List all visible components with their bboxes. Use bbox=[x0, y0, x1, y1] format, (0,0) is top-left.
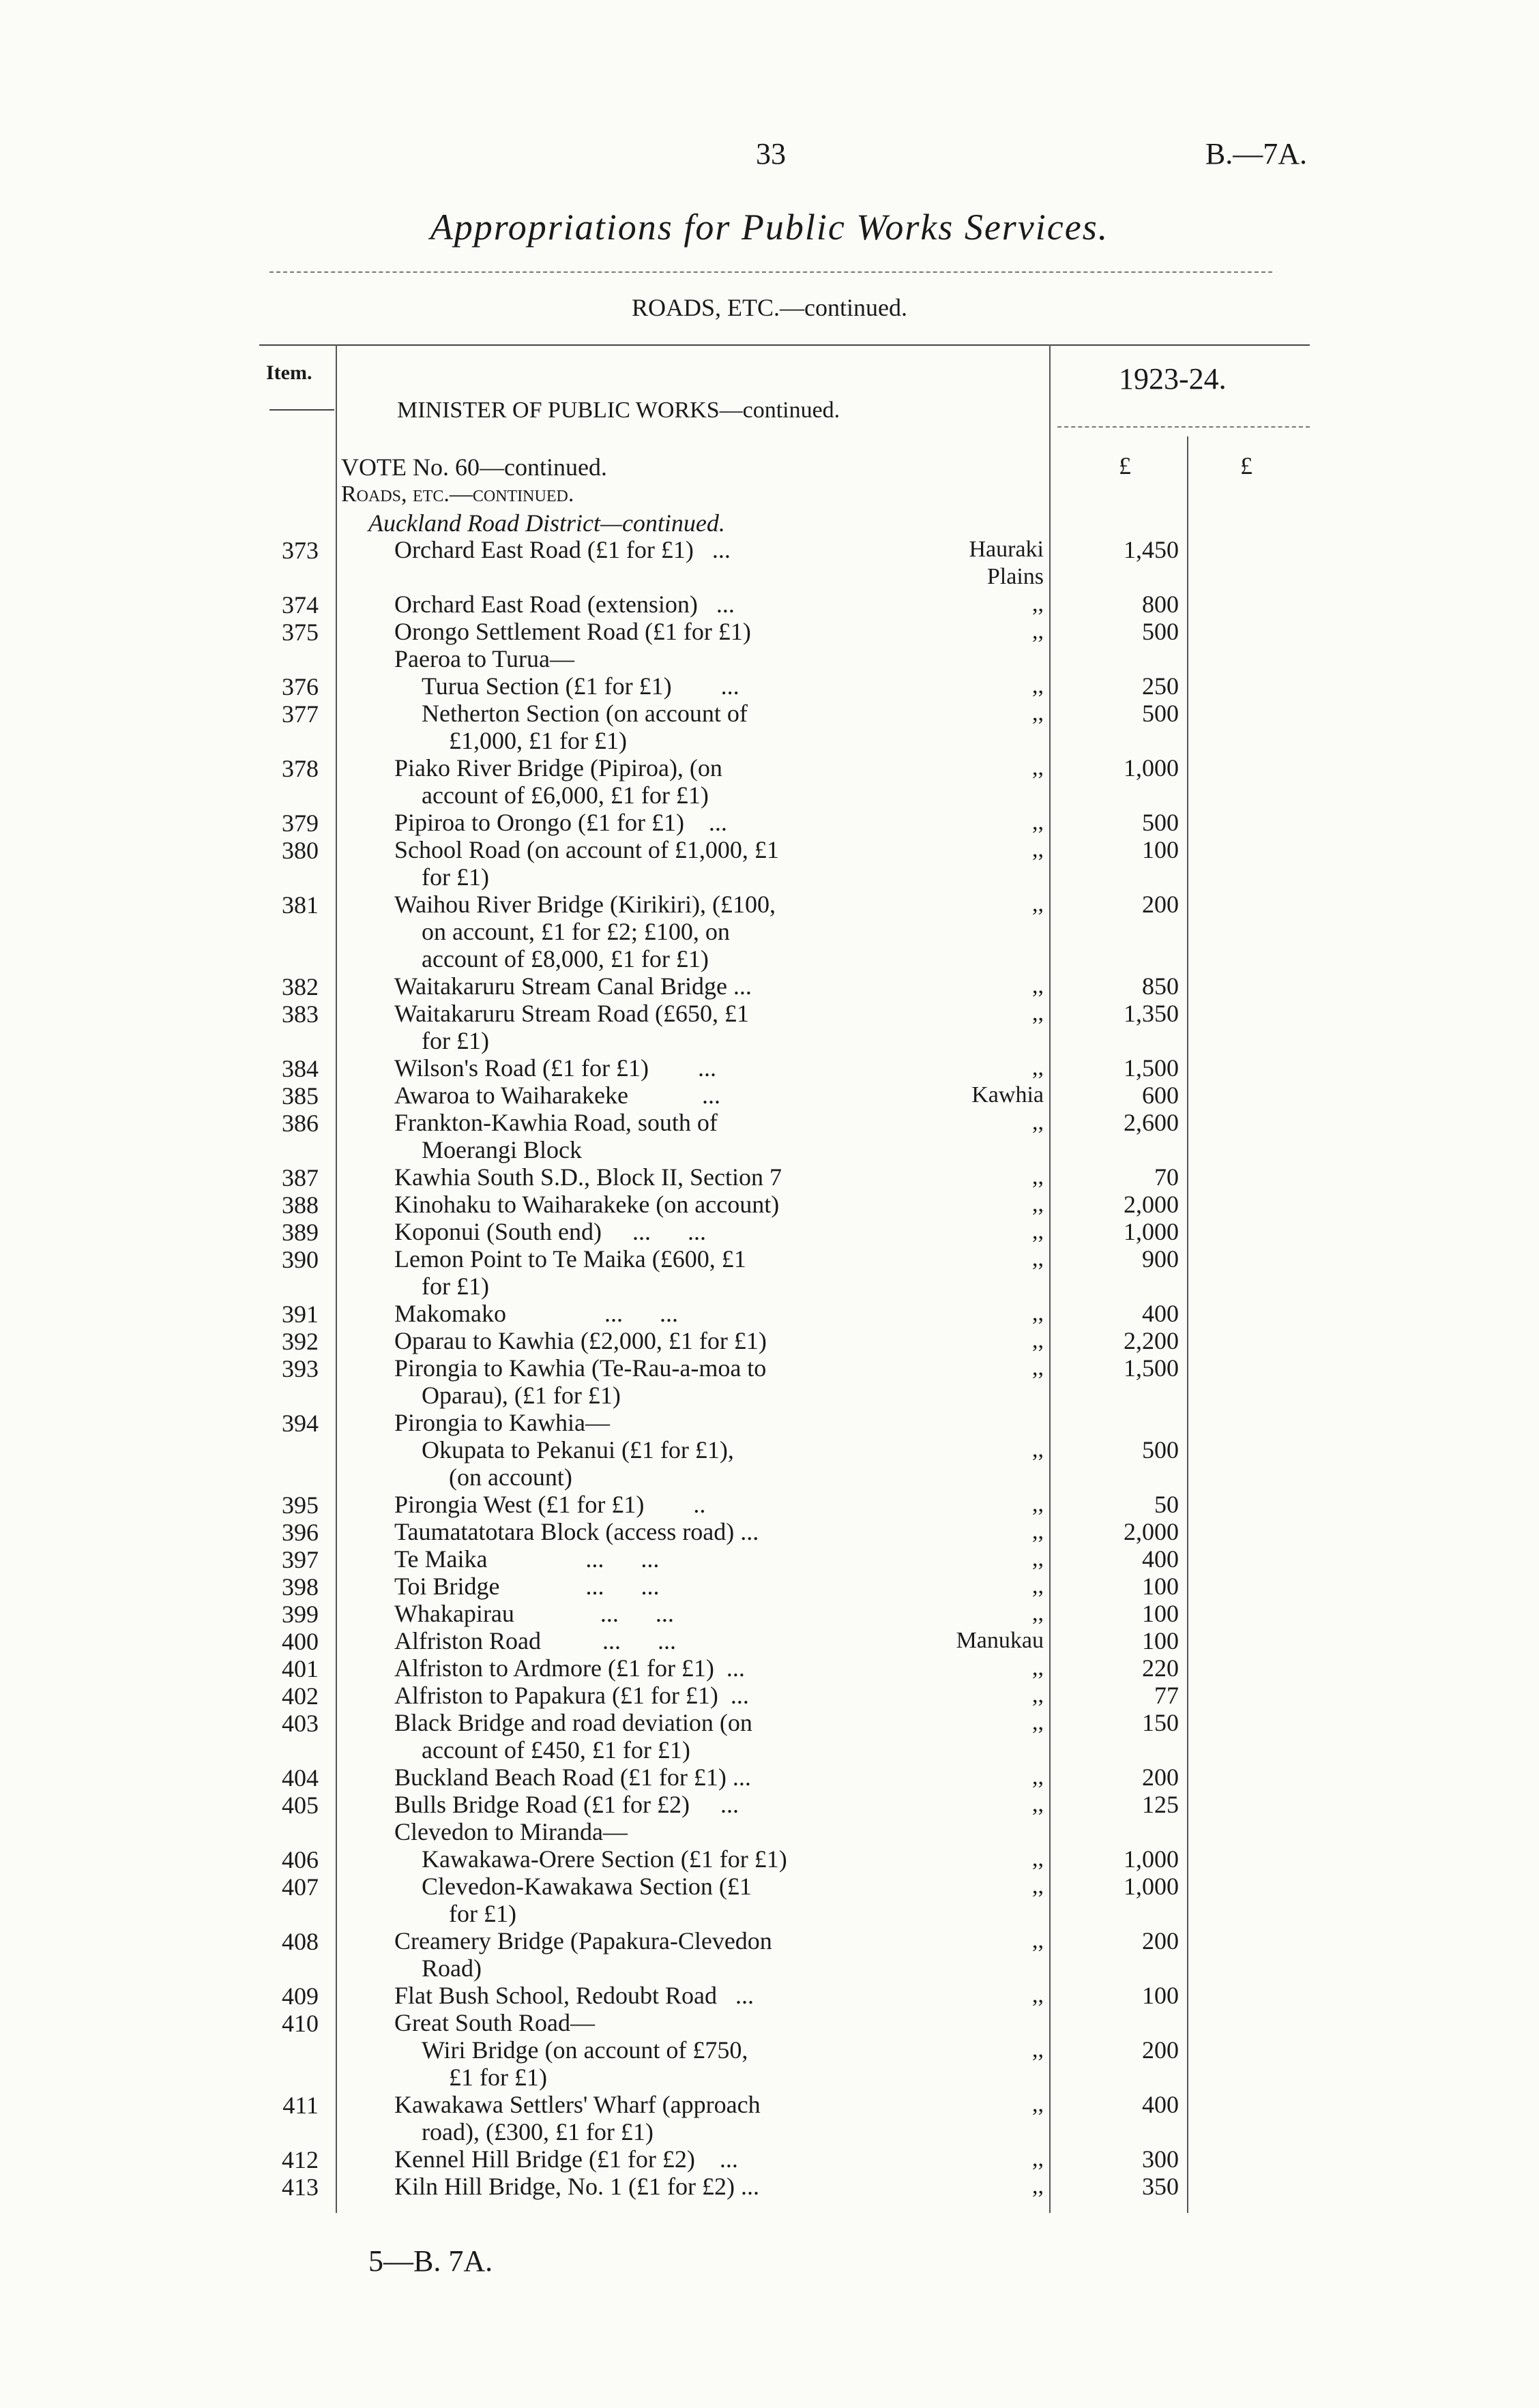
item-number: 411 bbox=[282, 2092, 319, 2119]
amount-value: 900 bbox=[1142, 1245, 1179, 1273]
item-number: 404 bbox=[282, 1764, 319, 1792]
item-number: 388 bbox=[282, 1191, 319, 1219]
amount-value: 50 bbox=[1154, 1491, 1179, 1518]
item-description: Toi Bridge ... ... bbox=[394, 1573, 660, 1600]
amount-value: 500 bbox=[1142, 809, 1179, 836]
amount-value: 250 bbox=[1142, 672, 1179, 700]
district-name: ,, bbox=[1032, 1110, 1044, 1135]
item-number: 405 bbox=[282, 1792, 319, 1819]
item-number: 391 bbox=[282, 1300, 319, 1328]
amount-value: 1,500 bbox=[1124, 1354, 1179, 1382]
district-name: ,, bbox=[1032, 2146, 1044, 2171]
item-description: Oparau to Kawhia (£2,000, £1 for £1) bbox=[394, 1327, 767, 1354]
district-name: ,, bbox=[1032, 673, 1044, 698]
item-number: 393 bbox=[282, 1355, 319, 1382]
item-number: 408 bbox=[282, 1928, 319, 1955]
amount-value: 100 bbox=[1142, 836, 1179, 863]
amount-value: 100 bbox=[1142, 1573, 1179, 1600]
district-name: ,, bbox=[1032, 837, 1044, 862]
page-title: Appropriations for Public Works Services. bbox=[430, 207, 1109, 248]
item-description: Orongo Settlement Road (£1 for £1) bbox=[394, 618, 751, 645]
roads-subheading: Roads, etc.—continued. bbox=[341, 481, 574, 507]
item-number: 376 bbox=[282, 673, 319, 700]
district-name: ,, bbox=[1032, 1655, 1044, 1680]
item-number: 406 bbox=[282, 1846, 319, 1873]
amount-value: 800 bbox=[1142, 591, 1179, 618]
item-number: 383 bbox=[282, 1000, 319, 1028]
amount-value: 2,200 bbox=[1124, 1327, 1179, 1354]
district-name: ,, bbox=[1032, 891, 1044, 917]
district-name: ,, bbox=[1032, 1601, 1044, 1626]
district-name: ,, bbox=[1032, 1219, 1044, 1244]
item-head-rule bbox=[269, 409, 334, 411]
district-name: ,, bbox=[1032, 1437, 1044, 1462]
amount-value: 1,000 bbox=[1124, 1845, 1179, 1873]
amount-value: 2,000 bbox=[1124, 1518, 1179, 1545]
item-description: Pirongia to Kawhia (Te-Rau-a-moa to Oparau), (£1 for £1) bbox=[394, 1354, 767, 1409]
item-description: Te Maika ... ... bbox=[394, 1545, 660, 1573]
item-column-divider bbox=[336, 344, 337, 2213]
top-rule bbox=[269, 271, 1272, 273]
item-number: 390 bbox=[282, 1246, 319, 1273]
item-number: 379 bbox=[282, 809, 319, 837]
item-description: Alfriston to Ardmore (£1 for £1) ... bbox=[394, 1654, 745, 1682]
table-top-rule bbox=[259, 344, 1310, 346]
item-description: Alfriston Road ... ... bbox=[394, 1627, 676, 1654]
district-name: ,, bbox=[1032, 1519, 1044, 1544]
district-name: ,, bbox=[1032, 755, 1044, 780]
district-name: Manukau bbox=[956, 1628, 1044, 1653]
amount-value: 200 bbox=[1142, 2036, 1179, 2064]
amount-value: 350 bbox=[1142, 2173, 1179, 2200]
district-column-divider bbox=[1049, 344, 1051, 2213]
district-name: ,, bbox=[1032, 1191, 1044, 1217]
item-number: 396 bbox=[282, 1519, 319, 1546]
amount-value: 200 bbox=[1142, 1927, 1179, 1954]
district-name: ,, bbox=[1032, 1355, 1044, 1380]
item-number: 386 bbox=[282, 1110, 319, 1137]
item-description: Kawakawa Settlers' Wharf (approach road), (£300, £1 for £1) bbox=[394, 2091, 761, 2145]
item-description: Buckland Beach Road (£1 for £1) ... bbox=[394, 1764, 751, 1791]
page-signature: 5—B. 7A. bbox=[368, 2244, 493, 2278]
year-header: 1923-24. bbox=[1119, 362, 1227, 396]
item-number: 407 bbox=[282, 1873, 319, 1901]
item-description: Whakapirau ... ... bbox=[394, 1600, 674, 1627]
item-description: Wiri Bridge (on account of £750, £1 for £1) bbox=[422, 2036, 748, 2091]
item-description: School Road (on account of £1,000, £1 for £1) bbox=[394, 836, 779, 891]
vote-heading: VOTE No. 60—continued. bbox=[341, 454, 607, 481]
district-name: ,, bbox=[1032, 2092, 1044, 2117]
item-description: Waitakaruru Stream Road (£650, £1 for £1) bbox=[394, 1000, 749, 1054]
item-number: 410 bbox=[282, 2010, 319, 2037]
district-name: ,, bbox=[1032, 1764, 1044, 1789]
amount-value: 1,350 bbox=[1124, 1000, 1179, 1027]
item-number: 381 bbox=[282, 891, 319, 919]
item-number: 402 bbox=[282, 1682, 319, 1710]
item-description: Netherton Section (on account of £1,000, £1 for £1) bbox=[422, 700, 748, 754]
district-name: ,, bbox=[1032, 809, 1044, 835]
district-name: ,, bbox=[1032, 1164, 1044, 1189]
item-description: Bulls Bridge Road (£1 for £2) ... bbox=[394, 1791, 739, 1818]
item-description: Kiln Hill Bridge, No. 1 (£1 for £2) ... bbox=[394, 2173, 759, 2200]
district-name: ,, bbox=[1032, 591, 1044, 616]
amount-value: 70 bbox=[1154, 1163, 1179, 1191]
district-name: ,, bbox=[1032, 973, 1044, 998]
district-name: Hauraki Plains bbox=[969, 537, 1044, 589]
item-number: 380 bbox=[282, 837, 319, 864]
item-number: 397 bbox=[282, 1546, 319, 1573]
item-description: Waitakaruru Stream Canal Bridge ... bbox=[394, 972, 752, 1000]
district-name: ,, bbox=[1032, 1491, 1044, 1517]
amount-value: 300 bbox=[1142, 2145, 1179, 2173]
amount-value: 400 bbox=[1142, 2091, 1179, 2118]
amount-value: 2,000 bbox=[1124, 1191, 1179, 1218]
item-number: 385 bbox=[282, 1082, 319, 1110]
section-title: ROADS, ETC.—continued. bbox=[632, 294, 907, 321]
item-number: 374 bbox=[282, 591, 319, 619]
item-description: Koponui (South end) ... ... bbox=[394, 1218, 706, 1245]
district-name: ,, bbox=[1032, 700, 1044, 726]
amount-value: 1,000 bbox=[1124, 1218, 1179, 1245]
item-description: Lemon Point to Te Maika (£600, £1 for £1) bbox=[394, 1245, 746, 1300]
item-number: 382 bbox=[282, 973, 319, 1000]
item-description: Taumatatotara Block (access road) ... bbox=[394, 1518, 759, 1545]
district-name: ,, bbox=[1032, 1246, 1044, 1271]
amount-value: 400 bbox=[1142, 1300, 1179, 1327]
item-number: 392 bbox=[282, 1328, 319, 1355]
amount-value: 2,600 bbox=[1124, 1109, 1179, 1136]
item-description: Flat Bush School, Redoubt Road ... bbox=[394, 1982, 754, 2009]
amount-value: 850 bbox=[1142, 972, 1179, 1000]
item-number: 389 bbox=[282, 1219, 319, 1246]
item-number: 399 bbox=[282, 1601, 319, 1628]
item-description: Frankton-Kawhia Road, south of Moerangi Block bbox=[394, 1109, 718, 1163]
item-description: Kinohaku to Waiharakeke (on account) bbox=[394, 1191, 780, 1218]
district-name: ,, bbox=[1032, 1573, 1044, 1599]
amount-value: 125 bbox=[1142, 1791, 1179, 1818]
item-number: 378 bbox=[282, 755, 319, 782]
item-description: Orchard East Road (£1 for £1) ... bbox=[394, 536, 731, 563]
item-description: Clevedon to Miranda— bbox=[394, 1818, 628, 1845]
item-description: Great South Road— bbox=[394, 2009, 595, 2036]
item-description: Clevedon-Kawakawa Section (£1 for £1) bbox=[422, 1873, 752, 1927]
district-name: ,, bbox=[1032, 2037, 1044, 2062]
district-name: ,, bbox=[1032, 1000, 1044, 1026]
item-description: Orchard East Road (extension) ... bbox=[394, 591, 735, 618]
amount-value: 1,000 bbox=[1124, 1873, 1179, 1900]
item-number: 377 bbox=[282, 700, 319, 728]
item-description: Waihou River Bridge (Kirikiri), (£100, on account, £1 for £2; £100, on account of £8,000, £1 for £1) bbox=[394, 891, 776, 972]
item-number: 398 bbox=[282, 1573, 319, 1601]
amount-value: 1,450 bbox=[1124, 536, 1179, 563]
item-number: 384 bbox=[282, 1055, 319, 1082]
year-head-rule bbox=[1057, 426, 1310, 428]
district-name: ,, bbox=[1032, 1928, 1044, 1953]
amount-value: 400 bbox=[1142, 1545, 1179, 1573]
district-name: ,, bbox=[1032, 1546, 1044, 1571]
item-description: Turua Section (£1 for £1) ... bbox=[422, 672, 739, 700]
district-name: ,, bbox=[1032, 1055, 1044, 1080]
amount-value: 200 bbox=[1142, 1764, 1179, 1791]
item-description: Black Bridge and road deviation (on account of £450, £1 for £1) bbox=[394, 1709, 752, 1764]
district-name: ,, bbox=[1032, 1682, 1044, 1708]
item-description: Wilson's Road (£1 for £1) ... bbox=[394, 1054, 716, 1082]
item-description: Kawhia South S.D., Block II, Section 7 bbox=[394, 1163, 782, 1191]
document-code: B.—7A. bbox=[1205, 137, 1307, 170]
item-description: Pirongia West (£1 for £1) .. bbox=[394, 1491, 706, 1518]
item-description: Pirongia to Kawhia— bbox=[394, 1409, 610, 1436]
district-name: ,, bbox=[1032, 2173, 1044, 2199]
minister-header: MINISTER OF PUBLIC WORKS—continued. bbox=[397, 398, 840, 423]
amount-value: 500 bbox=[1142, 1436, 1179, 1463]
item-number: 395 bbox=[282, 1491, 319, 1519]
item-description: Kawakawa-Orere Section (£1 for £1) bbox=[422, 1845, 787, 1873]
item-description: Paeroa to Turua— bbox=[394, 645, 574, 672]
amount-value: 200 bbox=[1142, 891, 1179, 918]
amount-column-divider bbox=[1187, 436, 1188, 2213]
item-description: Kennel Hill Bridge (£1 for £2) ... bbox=[394, 2145, 738, 2173]
amount-unit-2: £ bbox=[1240, 452, 1252, 479]
amount-value: 500 bbox=[1142, 700, 1179, 727]
district-name: ,, bbox=[1032, 1328, 1044, 1353]
amount-unit-1: £ bbox=[1119, 452, 1131, 479]
amount-value: 1,500 bbox=[1124, 1054, 1179, 1082]
amount-value: 100 bbox=[1142, 1627, 1179, 1654]
district-name: ,, bbox=[1032, 1710, 1044, 1735]
item-number: 403 bbox=[282, 1710, 319, 1737]
amount-value: 1,000 bbox=[1124, 754, 1179, 782]
item-description: Okupata to Pekanui (£1 for £1), (on account) bbox=[422, 1436, 734, 1491]
district-heading: Auckland Road District—continued. bbox=[368, 509, 725, 537]
item-description: Awaroa to Waiharakeke ... bbox=[394, 1082, 720, 1109]
district-name: ,, bbox=[1032, 1846, 1044, 1871]
item-number: 373 bbox=[282, 537, 319, 564]
amount-value: 220 bbox=[1142, 1654, 1179, 1682]
item-number: 413 bbox=[282, 2173, 319, 2201]
item-description: Creamery Bridge (Papakura-Clevedon Road) bbox=[394, 1927, 772, 1982]
district-name: ,, bbox=[1032, 1873, 1044, 1899]
item-description: Alfriston to Papakura (£1 for £1) ... bbox=[394, 1682, 749, 1709]
amount-value: 150 bbox=[1142, 1709, 1179, 1736]
item-description: Pipiroa to Orongo (£1 for £1) ... bbox=[394, 809, 727, 836]
amount-value: 600 bbox=[1142, 1082, 1179, 1109]
district-name: ,, bbox=[1032, 1982, 1044, 2008]
item-number: 409 bbox=[282, 1982, 319, 2010]
page-number: 33 bbox=[756, 137, 786, 170]
district-name: ,, bbox=[1032, 619, 1044, 644]
item-number: 375 bbox=[282, 619, 319, 646]
item-description: Piako River Bridge (Pipiroa), (on account of £6,000, £1 for £1) bbox=[394, 754, 722, 809]
amount-value: 100 bbox=[1142, 1982, 1179, 2009]
item-number: 387 bbox=[282, 1164, 319, 1191]
item-number: 412 bbox=[282, 2146, 319, 2173]
amount-value: 500 bbox=[1142, 618, 1179, 645]
item-description: Makomako ... ... bbox=[394, 1300, 678, 1327]
amount-value: 100 bbox=[1142, 1600, 1179, 1627]
item-number: 400 bbox=[282, 1628, 319, 1655]
district-name: ,, bbox=[1032, 1792, 1044, 1817]
item-number: 401 bbox=[282, 1655, 319, 1682]
amount-value: 77 bbox=[1154, 1682, 1179, 1709]
item-column-header: Item. bbox=[266, 361, 312, 384]
district-name: ,, bbox=[1032, 1300, 1044, 1326]
item-number: 394 bbox=[282, 1410, 319, 1437]
district-name: Kawhia bbox=[971, 1082, 1044, 1108]
